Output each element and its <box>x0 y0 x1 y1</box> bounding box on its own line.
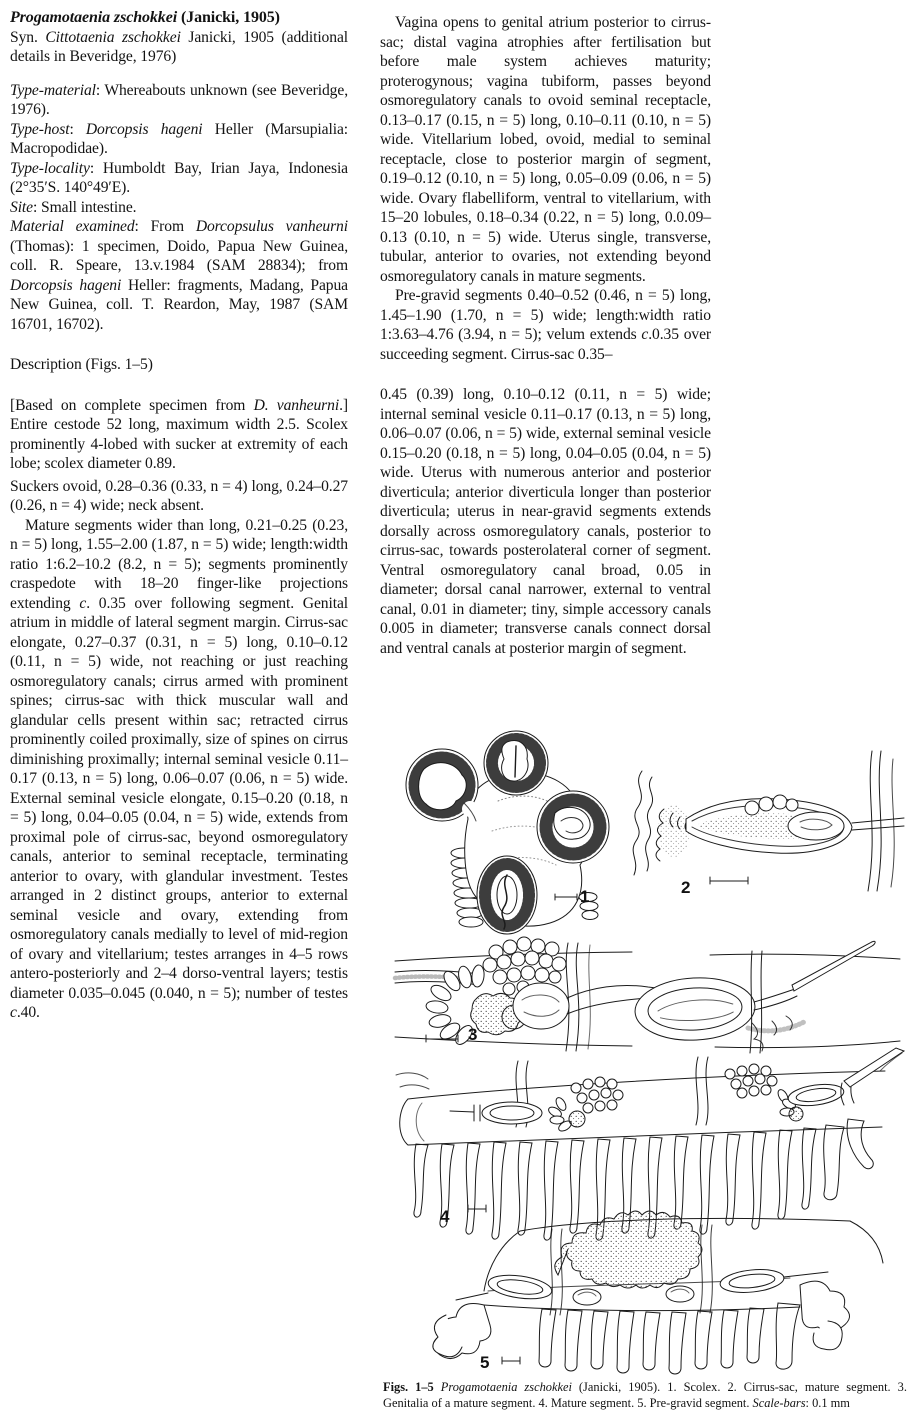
text-run: : <box>69 120 86 138</box>
text-run: Progamotaenia zschokkei <box>440 1380 572 1394</box>
suckers-paragraph <box>10 477 348 516</box>
text-run: : Whereabouts unknown (see Beveridge, 1976). <box>10 81 348 118</box>
text-run: Type-material <box>10 81 96 99</box>
text-run: Pre-gravid segments 0.40–0.52 (0.46, n = 5) long, 1.45–1.90 (1.70, n = 5) wide; length:width ratio 1:3.63–4.76 (3.94, n = 5); velum extends <box>380 287 711 343</box>
text-run: c <box>641 326 649 343</box>
text-run: Suckers ovoid, 0.28–0.36 (0.33, n = 4) long, 0.24–0.27 (0.26, n = 4) wide; neck absent. <box>10 477 348 514</box>
synonymy-paragraph <box>10 28 348 67</box>
text-run: Type-host <box>10 120 70 138</box>
text-run: .0.35 over succeeding segment. Cirrus-sac 0.35– <box>380 326 711 363</box>
text-run: Vagina opens to genital atrium posterior to cirrus-sac; distal vagina atrophies after fertilisation but before male system achieves maturity; proterogynous; vagina tubiform, passes beyond osmoregulatory canals to ovoid seminal receptacle, 0.13–0.17 (0.15, n = 5) long, 0.10–0.11 (0.10, n = 5) wide. Vitellarium lobed, ovoid, medial to seminal receptacle, close to posterior margin of segment, 0.19–0.12 (0.10, n = 5) long, 0.05–0.09 (0.06, n = 5) wide. Ovary flabelliform, ventral to vitellarium, with 15–20 lobules, 0.18–0.34 (0.22, n = 5) long, 0.0.09–0.13 (0.10, n = 5) wide. Uterus single, transverse, tubular, anterior to ovaries, not extending beyond osmoregulatory canals in mature segments. <box>380 14 711 285</box>
scale-bar-2 <box>710 877 748 884</box>
text-run: Janicki, 1905 (additional details in Beveridge, 1976) <box>10 28 348 65</box>
fig1-scolex-drawing <box>406 731 609 934</box>
left-text-column <box>10 8 348 1023</box>
text-run: (Thomas): 1 specimen, Doido, Papua New Guinea, coll. R. Speare, 13.v.1984 (SAM 28834); from <box>10 237 348 274</box>
vagina-paragraph <box>380 13 711 286</box>
figures-line-art <box>380 715 910 1377</box>
fig2-cirrus-sac-drawing <box>633 751 904 891</box>
figure-panel <box>380 715 910 1377</box>
material-examined-entry <box>10 217 348 334</box>
scale-bar-5 <box>502 1357 520 1364</box>
text-run: : Small intestine. <box>32 198 137 216</box>
text-run: c <box>79 594 87 612</box>
text-run: c <box>10 1004 17 1021</box>
figure-4-label: 4 <box>440 1207 450 1226</box>
figure-1-label: 1 <box>580 887 590 906</box>
text-run: Site <box>10 198 33 216</box>
figure-3-label: 3 <box>468 1025 478 1044</box>
text-run: Material examined <box>10 218 135 235</box>
text-run: Syn. <box>10 28 46 46</box>
site-entry <box>10 198 348 218</box>
text-run: .] Entire cestode 52 long, maximum width 2.5. Scolex prominently 4-lobed with sucker at extremity of each lobe; scolex diameter 0.89. <box>10 396 348 472</box>
text-run: Cittotaenia zschokkei <box>45 28 181 46</box>
text-run: . 0.35 over following segment. Genital atrium in middle of lateral segment margin. Cirrus-sac elongate, 0.27–0.37 (0.31, n = 5) long, 0.10–0.12 (0.11, n = 5) wide, not reaching or just reaching osmoregulatory canals; cirrus armed with prominent spines; cirrus-sac with thick muscular wall and glandular cells present within sac; retracted cirrus prominently coiled proximally, size of spines on cirrus diminishing proximally; internal seminal vesicle 0.11–0.17 (0.13, n = 5) long, 0.06–0.07 (0.06, n = 5) wide. External seminal vesicle elongate, 0.15–0.20 (0.18, n = 5) long, 0.04–0.05 (0.04, n = 5) wide, extends from proximal pole of cirrus-sac, beyond osmoregulatory canals, anterior to seminal receptacle, terminating anterior to ovary, with glandular investment. Testes arranged in 2 distinct groups, anterior to external seminal vesicle and ovary, extending from osmoregulatory canals medially to level of mid-region of ovary and vitellarium; testes arranges in 4–5 rows antero-posteriorly and 2–4 dorso-ventral layers; testis diameter 0.035–0.045 (0.040, n = 5); number of testes <box>10 594 348 1002</box>
description-heading <box>10 355 348 375</box>
text-run: Dorcopsis hageni <box>85 120 203 138</box>
description-basis-paragraph <box>10 396 348 474</box>
fig5-pre-gravid-segment-drawing <box>433 1211 883 1374</box>
text-run: : 0.1 mm <box>805 1395 850 1410</box>
text-run: Scale-bars <box>752 1395 806 1410</box>
text-run: Type-locality <box>10 159 90 177</box>
figure-caption <box>383 1380 907 1411</box>
text-run: D. vanheurni <box>253 396 340 414</box>
text-run: .40. <box>16 1004 40 1021</box>
text-run: [Based on complete specimen from <box>10 396 254 414</box>
type-locality-entry <box>10 159 348 198</box>
text-run: Description (Figs. 1–5) <box>10 356 153 373</box>
type-host-entry <box>10 120 348 159</box>
text-run: : Humboldt Bay, Irian Jaya, Indonesia (2°35′S. 140°49′E). <box>10 159 348 196</box>
type-material-entry <box>10 81 348 120</box>
text-run: Heller: fragments, Madang, Papua New Guinea, coll. T. Reardon, May, 1987 (SAM 16701, 16702). <box>10 276 348 333</box>
text-run: Dorcopsis hageni <box>10 276 122 294</box>
cirrus-sac-continuation-paragraph <box>380 385 711 658</box>
figure-5-label: 5 <box>480 1353 490 1372</box>
text-run: : From <box>134 218 196 235</box>
right-text-column <box>380 13 711 658</box>
text-run: 0.45 (0.39) long, 0.10–0.12 (0.11, n = 5) wide; internal seminal vesicle 0.11–0.17 (0.13, n = 5) long, 0.06–0.07 (0.06, n = 5) wide, external seminal vesicle 0.15–0.20 (0.18, n = 5) long, 0.04–0.05 (0.04, n = 5) wide. Uterus with numerous anterior and posterior diverticula; anterior diverticula longer than posterior diverticula; uterus in near-gravid segments extends dorsally across osmoregulatory canals, posterior to cirrus-sac, towards posterolateral corner of segment. Ventral osmoregulatory canal broad, 0.05 in diameter; dorsal canal narrower, external to ventral canal, 0.01 in diameter; tiny, simple accessory canals 0.005 in diameter; transverse canals connect dorsal and ventral canals at posterior margin of segment. <box>380 386 711 657</box>
text-run: Heller (Marsupialia: Macropodidae). <box>10 120 348 157</box>
text-run: Mature segments wider than long, 0.21–0.25 (0.23, n = 5) long, 1.55–2.00 (1.87, n = 5) wide; length:width ratio 1:6.2–10.2 (8.2, n = 5); segments prominently craspedote with 18–20 finger-like projections extending <box>10 516 348 612</box>
article-title <box>10 8 348 28</box>
text-run: (Janicki, 1905). 1. Scolex. 2. Cirrus-sac, mature segment. 3. Genitalia of a mature segment. 4. Mature segment. 5. Pre-gravid segment. <box>383 1380 907 1410</box>
text-run: Figs. 1–5 <box>383 1380 441 1394</box>
figure-2-label: 2 <box>681 878 691 897</box>
text-run: Dorcopsulus vanheurni <box>195 218 348 235</box>
text-run: (Janicki, 1905) <box>177 9 280 26</box>
pre-gravid-paragraph <box>380 286 711 364</box>
mature-segments-paragraph <box>10 516 348 1023</box>
text-run: Progamotaenia zschokkei <box>10 9 178 26</box>
